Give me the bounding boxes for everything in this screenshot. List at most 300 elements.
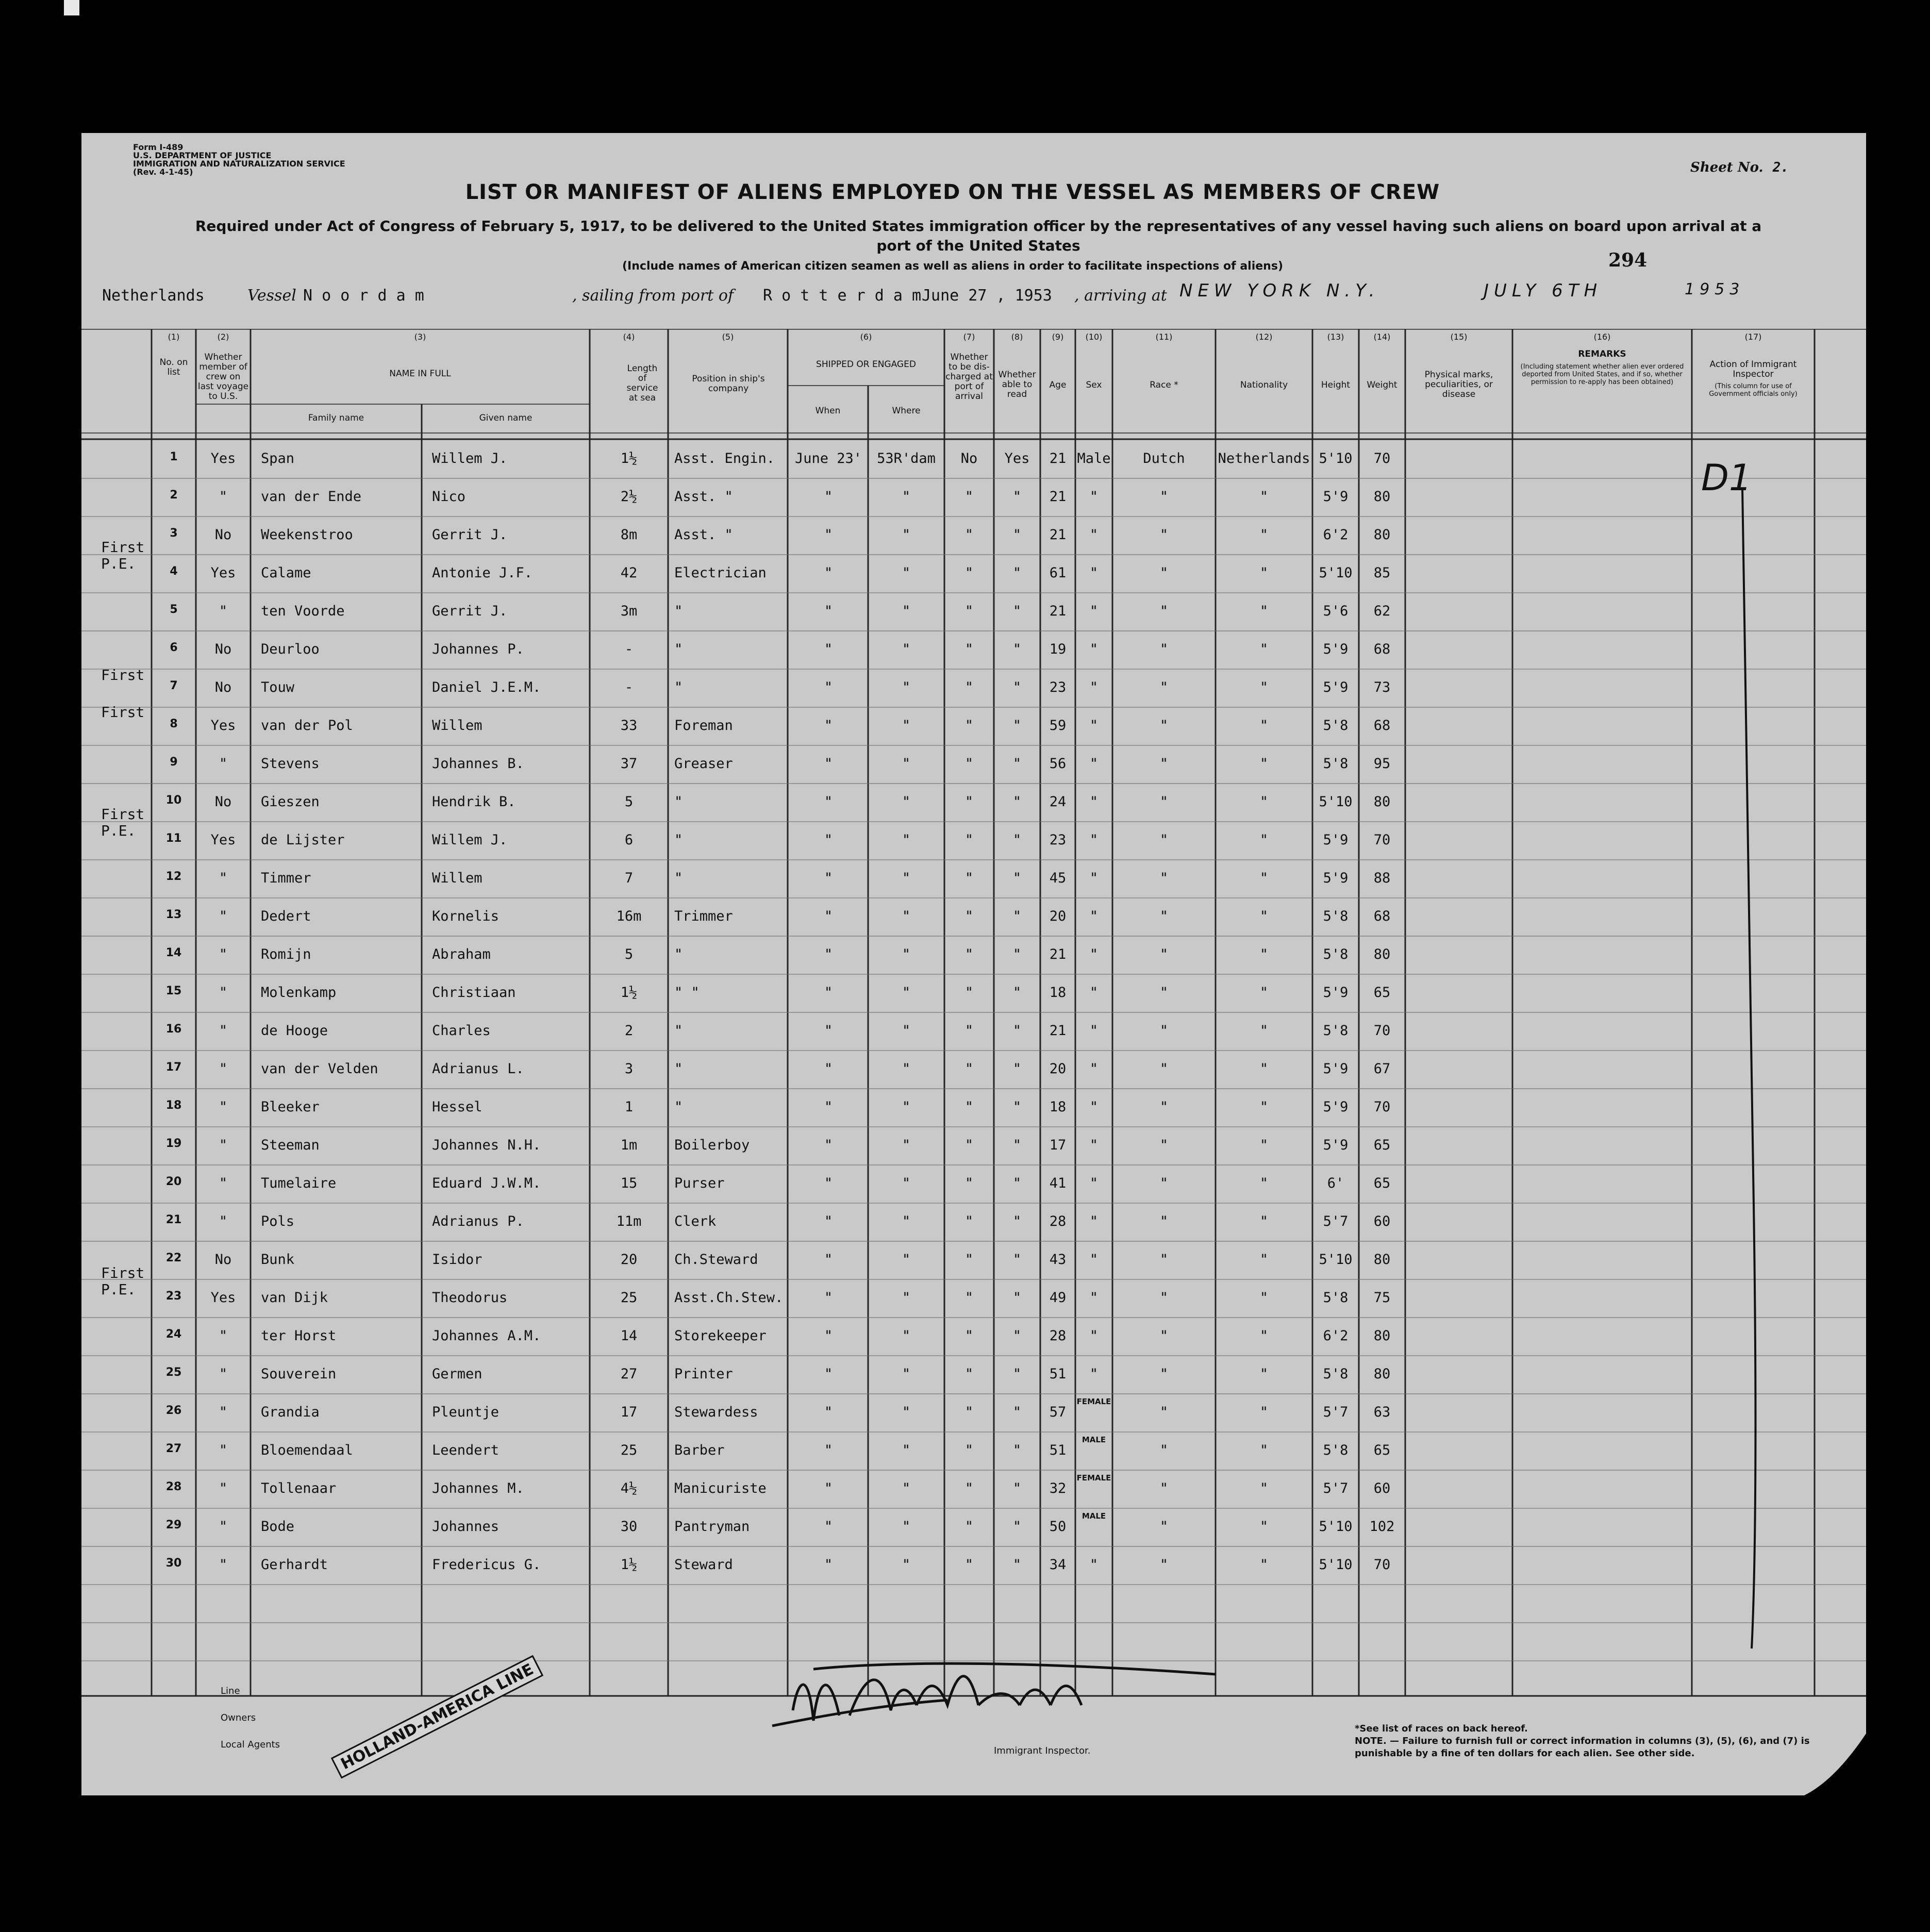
cell-age: 21 xyxy=(1049,946,1067,962)
cell-member: " xyxy=(219,1213,228,1229)
cell-nationality: " xyxy=(1259,1519,1269,1535)
cell-read: " xyxy=(1012,908,1022,924)
cell-nationality: " xyxy=(1259,1328,1269,1344)
cell-given: Adrianus L. xyxy=(432,1061,524,1077)
cell-no: 11 xyxy=(165,832,182,845)
cell-position: Steward xyxy=(674,1557,733,1573)
cell-discharge: " xyxy=(964,1099,974,1115)
cell-member: " xyxy=(219,1519,228,1535)
cell-sex: " xyxy=(1089,1290,1099,1306)
header-remarks: REMARKS xyxy=(1578,349,1626,359)
cell-read: " xyxy=(1012,1519,1022,1535)
cell-race: " xyxy=(1159,1137,1169,1153)
cell-where: " xyxy=(902,1252,911,1268)
cell-no: 12 xyxy=(165,870,182,883)
cell-given: Christiaan xyxy=(432,985,516,1001)
cell-member: Yes xyxy=(210,832,236,848)
cell-member: " xyxy=(219,1061,228,1077)
margin-note: First P.E. xyxy=(101,1264,145,1298)
cell-when: " xyxy=(824,1519,833,1535)
cell-where: " xyxy=(902,718,911,734)
cell-height: 5'9 xyxy=(1323,1099,1349,1115)
cell-when: " xyxy=(824,1061,833,1077)
cell-weight: 63 xyxy=(1373,1404,1391,1420)
cell-given: Eduard J.W.M. xyxy=(432,1175,541,1191)
cell-length: 2½ xyxy=(620,489,638,505)
cell-family: Romijn xyxy=(261,946,311,962)
cell-family: de Lijster xyxy=(261,832,345,848)
cell-no: 25 xyxy=(165,1366,182,1379)
cell-read: " xyxy=(1012,603,1022,619)
cell-race: " xyxy=(1159,527,1169,543)
cell-height: 5'10 xyxy=(1319,565,1353,581)
cell-where: " xyxy=(902,565,911,581)
cell-race: " xyxy=(1159,756,1169,772)
cell-read: " xyxy=(1012,679,1022,695)
arrival-port: NEW YORK N.Y. xyxy=(1179,280,1380,301)
cell-position: Clerk xyxy=(674,1213,717,1229)
cell-race: " xyxy=(1159,565,1169,581)
cell-height: 5'9 xyxy=(1323,832,1349,848)
cell-sex: " xyxy=(1089,1213,1099,1229)
cell-age: 21 xyxy=(1049,1023,1067,1039)
cell-race: " xyxy=(1159,641,1169,657)
cell-position: Ch.Steward xyxy=(674,1252,758,1268)
cell-sex: " xyxy=(1089,908,1099,924)
cell-weight: 80 xyxy=(1373,794,1391,810)
cell-read: " xyxy=(1012,1213,1022,1229)
cell-weight: 80 xyxy=(1373,489,1391,505)
cell-discharge: " xyxy=(964,756,974,772)
cell-sex: " xyxy=(1089,718,1099,734)
col-num: (10) xyxy=(1085,332,1103,342)
cell-given: Pleuntje xyxy=(432,1404,500,1420)
cell-race: " xyxy=(1159,679,1169,695)
margin-note: First P.E. xyxy=(101,539,145,572)
cell-length: 3 xyxy=(624,1061,634,1077)
cell-age: 50 xyxy=(1049,1519,1067,1535)
cell-race: " xyxy=(1159,832,1169,848)
cell-where: " xyxy=(902,679,911,695)
cell-member: No xyxy=(214,641,232,657)
cell-discharge: " xyxy=(964,718,974,734)
cell-position: " xyxy=(674,1099,683,1115)
cell-member: " xyxy=(219,1023,228,1039)
cell-nationality: " xyxy=(1259,1442,1269,1458)
cell-when: " xyxy=(824,1252,833,1268)
header-shipped-engaged: SHIPPED OR ENGAGED xyxy=(816,359,916,370)
cell-sex: " xyxy=(1089,1023,1099,1039)
cell-read: " xyxy=(1012,946,1022,962)
cell-no: 29 xyxy=(165,1519,182,1531)
cell-height: 5'6 xyxy=(1323,603,1349,619)
cell-nationality: Netherlands xyxy=(1218,451,1310,467)
header-length-of-service: Length of service at sea xyxy=(626,363,658,403)
cell-nationality: " xyxy=(1259,679,1269,695)
cell-weight: 80 xyxy=(1373,1328,1391,1344)
cell-weight: 70 xyxy=(1373,832,1391,848)
cell-length: - xyxy=(624,641,634,657)
cell-family: van Dijk xyxy=(261,1290,328,1306)
col-num: (1) xyxy=(168,332,180,342)
cell-discharge: " xyxy=(964,1519,974,1535)
cell-where: " xyxy=(902,1519,911,1535)
cell-discharge: " xyxy=(964,1404,974,1420)
cell-discharge: " xyxy=(964,1252,974,1268)
cell-member: " xyxy=(219,1442,228,1458)
cell-length: 1½ xyxy=(620,451,638,467)
cell-no: 15 xyxy=(165,985,182,997)
cell-age: 28 xyxy=(1049,1328,1067,1344)
inspector-vertical-stroke xyxy=(1742,489,1755,1648)
cell-family: Molenkamp xyxy=(261,985,337,1001)
cell-height: 5'9 xyxy=(1323,641,1349,657)
cell-where: " xyxy=(902,985,911,1001)
cell-no: 30 xyxy=(165,1557,182,1570)
cell-member: " xyxy=(219,1175,228,1191)
cell-read: " xyxy=(1012,1328,1022,1344)
cell-position: Greaser xyxy=(674,756,733,772)
cell-sex: " xyxy=(1089,1137,1099,1153)
cell-weight: 67 xyxy=(1373,1061,1391,1077)
sheet-number: Sheet No. 2. xyxy=(1690,160,1789,175)
cell-read: " xyxy=(1012,794,1022,810)
cell-age: 20 xyxy=(1049,908,1067,924)
cell-sex: FEMALE xyxy=(1076,1397,1111,1406)
cell-member: " xyxy=(219,1480,228,1496)
cell-sex: " xyxy=(1089,1175,1099,1191)
cell-when: " xyxy=(824,1213,833,1229)
cell-given: Charles xyxy=(432,1023,491,1039)
cell-nationality: " xyxy=(1259,1099,1269,1115)
cell-position: " xyxy=(674,1061,683,1077)
cell-length: 30 xyxy=(620,1519,638,1535)
cell-nationality: " xyxy=(1259,527,1269,543)
cell-weight: 73 xyxy=(1373,679,1391,695)
cell-sex: " xyxy=(1089,1252,1099,1268)
cell-where: " xyxy=(902,1213,911,1229)
cell-when: " xyxy=(824,603,833,619)
cell-where: " xyxy=(902,870,911,886)
cell-position: " " xyxy=(674,985,700,1001)
cell-member: Yes xyxy=(210,718,236,734)
cell-member: " xyxy=(219,946,228,962)
reference-number: 294 xyxy=(1608,249,1648,271)
col-num: (15) xyxy=(1450,332,1468,342)
cell-height: 5'8 xyxy=(1323,718,1349,734)
cell-weight: 80 xyxy=(1373,1252,1391,1268)
cell-given: Hessel xyxy=(432,1099,482,1115)
cell-position: Purser xyxy=(674,1175,725,1191)
cell-where: " xyxy=(902,1175,911,1191)
cell-member: No xyxy=(214,527,232,543)
sailing-label: , sailing from port of xyxy=(572,287,734,305)
cell-discharge: " xyxy=(964,794,974,810)
cell-race: " xyxy=(1159,1213,1169,1229)
cell-discharge: " xyxy=(964,985,974,1001)
cell-sex: " xyxy=(1089,641,1099,657)
cell-age: 56 xyxy=(1049,756,1067,772)
cell-age: 61 xyxy=(1049,565,1067,581)
cell-where: " xyxy=(902,489,911,505)
cell-discharge: " xyxy=(964,1213,974,1229)
cell-sex: FEMALE xyxy=(1076,1473,1111,1483)
cell-read: " xyxy=(1012,1442,1022,1458)
cell-when: " xyxy=(824,1023,833,1039)
cell-height: 5'8 xyxy=(1323,908,1349,924)
margin-note: First P.E. xyxy=(101,806,145,839)
cell-no: 28 xyxy=(165,1480,182,1493)
cell-discharge: " xyxy=(964,565,974,581)
cell-position: Electrician xyxy=(674,565,767,581)
cell-weight: 68 xyxy=(1373,641,1391,657)
cell-member: No xyxy=(214,679,232,695)
cell-nationality: " xyxy=(1259,794,1269,810)
cell-when: " xyxy=(824,1442,833,1458)
cell-given: Johannes xyxy=(432,1519,500,1535)
cell-height: 5'8 xyxy=(1323,946,1349,962)
header-able-to-read: Whether able to read xyxy=(998,370,1036,399)
cell-length: 11m xyxy=(616,1213,642,1229)
margin-note: First xyxy=(101,667,145,684)
col-num: (16) xyxy=(1593,332,1611,342)
cell-height: 5'9 xyxy=(1323,1137,1349,1153)
cell-read: " xyxy=(1012,1404,1022,1420)
col-num: (6) xyxy=(860,332,872,342)
cell-nationality: " xyxy=(1259,565,1269,581)
cell-read: " xyxy=(1012,832,1022,848)
cell-where: " xyxy=(902,527,911,543)
cell-age: 20 xyxy=(1049,1061,1067,1077)
cell-when: " xyxy=(824,1137,833,1153)
cell-when: June 23' xyxy=(794,451,862,467)
cell-where: " xyxy=(902,641,911,657)
header-name-in-full: NAME IN FULL xyxy=(389,369,451,379)
cell-read: " xyxy=(1012,1557,1022,1573)
cell-discharge: " xyxy=(964,1290,974,1306)
cell-given: Adrianus P. xyxy=(432,1213,524,1229)
cell-race: " xyxy=(1159,908,1169,924)
cell-weight: 65 xyxy=(1373,1175,1391,1191)
cell-race: " xyxy=(1159,1519,1169,1535)
departure-port: R o t t e r d a m xyxy=(763,287,922,305)
cell-position: Foreman xyxy=(674,718,733,734)
cell-when: " xyxy=(824,641,833,657)
cell-race: " xyxy=(1159,718,1169,734)
header-where: Where xyxy=(892,406,921,416)
cell-when: " xyxy=(824,1480,833,1496)
cell-given: Theodorus xyxy=(432,1290,508,1306)
cell-race: " xyxy=(1159,985,1169,1001)
cell-read: " xyxy=(1012,1366,1022,1382)
cell-read: Yes xyxy=(1004,451,1030,467)
cell-sex: " xyxy=(1089,1557,1099,1573)
header-race: Race * xyxy=(1150,380,1178,390)
cell-age: 45 xyxy=(1049,870,1067,886)
cell-length: 1½ xyxy=(620,1557,638,1573)
cell-nationality: " xyxy=(1259,908,1269,924)
cell-given: Isidor xyxy=(432,1252,482,1268)
cell-read: " xyxy=(1012,1099,1022,1115)
form-subtitle: Required under Act of Congress of February 5, 1917, to be delivered to the United States immigration officer by the representatives of any vessel having such aliens on board upon arrival at a port of the United States xyxy=(195,218,1762,254)
cell-weight: 68 xyxy=(1373,908,1391,924)
footnote: *See list of races on back hereof. NOTE. — Failure to furnish full or correct information in columns (3), (5), (6), and (7) is punishable by a fine of ten dollars for each alien. See other side. xyxy=(1355,1723,1810,1759)
cell-read: " xyxy=(1012,565,1022,581)
cell-where: " xyxy=(902,1290,911,1306)
cell-height: 5'10 xyxy=(1319,1557,1353,1573)
cell-weight: 65 xyxy=(1373,1137,1391,1153)
cell-height: 5'9 xyxy=(1323,1061,1349,1077)
cell-position: Asst. " xyxy=(674,489,733,505)
cell-discharge: " xyxy=(964,946,974,962)
cell-no: 18 xyxy=(165,1099,182,1112)
cell-family: Bunk xyxy=(261,1252,295,1268)
cell-length: 15 xyxy=(620,1175,638,1191)
cell-position: Trimmer xyxy=(674,908,733,924)
cell-height: 6' xyxy=(1327,1175,1344,1191)
cell-discharge: " xyxy=(964,641,974,657)
arrival-year: 1953 xyxy=(1685,280,1745,298)
cell-race: " xyxy=(1159,794,1169,810)
cell-length: 1 xyxy=(624,1099,634,1115)
cell-nationality: " xyxy=(1259,489,1269,505)
header-member-last-voyage: Whether member of crew on last voyage to U.S. xyxy=(197,352,249,402)
cell-member: Yes xyxy=(210,565,236,581)
cell-length: 4½ xyxy=(620,1480,638,1496)
cell-age: 57 xyxy=(1049,1404,1067,1420)
cell-where: " xyxy=(902,603,911,619)
cell-when: " xyxy=(824,1328,833,1344)
header-nationality: Nationality xyxy=(1240,380,1288,390)
flag-country: Netherlands xyxy=(102,287,205,305)
cell-discharge: " xyxy=(964,908,974,924)
cell-race: " xyxy=(1159,1175,1169,1191)
cell-height: 5'10 xyxy=(1319,794,1353,810)
cell-when: " xyxy=(824,718,833,734)
cell-given: Willem J. xyxy=(432,832,508,848)
cell-age: 32 xyxy=(1049,1480,1067,1496)
cell-family: Bleeker xyxy=(261,1099,320,1115)
footer-line-label: Line xyxy=(221,1686,240,1696)
cell-nationality: " xyxy=(1259,718,1269,734)
cell-read: " xyxy=(1012,489,1022,505)
cell-position: " xyxy=(674,946,683,962)
cell-no: 8 xyxy=(170,718,178,730)
cell-position: Asst. Engin. xyxy=(674,451,775,467)
header-weight: Weight xyxy=(1367,380,1397,390)
cell-weight: 70 xyxy=(1373,1557,1391,1573)
cell-discharge: " xyxy=(964,1175,974,1191)
header-physical-marks: Physical marks, peculiarities, or disease xyxy=(1424,370,1493,399)
cell-given: Willem xyxy=(432,870,482,886)
cell-given: Johannes N.H. xyxy=(432,1137,541,1153)
cell-age: 24 xyxy=(1049,794,1067,810)
cell-read: " xyxy=(1012,718,1022,734)
cell-family: Weekenstroo xyxy=(261,527,353,543)
cell-read: " xyxy=(1012,756,1022,772)
departure-date: June 27 , 1953 xyxy=(922,287,1052,305)
cell-discharge: " xyxy=(964,1366,974,1382)
cell-weight: 65 xyxy=(1373,1442,1391,1458)
cell-no: 23 xyxy=(165,1290,182,1303)
footer-owners-label: Owners xyxy=(221,1712,256,1723)
cell-weight: 70 xyxy=(1373,451,1391,467)
cell-age: 21 xyxy=(1049,451,1067,467)
cell-nationality: " xyxy=(1259,756,1269,772)
cell-position: Printer xyxy=(674,1366,733,1382)
cell-no: 5 xyxy=(170,603,178,616)
cell-read: " xyxy=(1012,527,1022,543)
cell-length: 27 xyxy=(620,1366,638,1382)
cell-nationality: " xyxy=(1259,1366,1269,1382)
cell-member: No xyxy=(214,794,232,810)
col-num: (17) xyxy=(1744,332,1762,342)
cell-weight: 60 xyxy=(1373,1480,1391,1496)
cell-when: " xyxy=(824,527,833,543)
cell-nationality: " xyxy=(1259,985,1269,1001)
cell-when: " xyxy=(824,870,833,886)
cell-length: 20 xyxy=(620,1252,638,1268)
cell-length: 2 xyxy=(624,1023,634,1039)
cell-where: " xyxy=(902,1023,911,1039)
arriving-label: , arriving at xyxy=(1074,287,1167,305)
cell-where: " xyxy=(902,1442,911,1458)
col-num: (13) xyxy=(1327,332,1344,342)
cell-when: " xyxy=(824,985,833,1001)
cell-height: 5'10 xyxy=(1319,1252,1353,1268)
cell-sex: " xyxy=(1089,1061,1099,1077)
cell-no: 1 xyxy=(170,451,178,463)
cell-member: Yes xyxy=(210,1290,236,1306)
cell-nationality: " xyxy=(1259,1061,1269,1077)
cell-discharge: No xyxy=(960,451,978,467)
col-num: (2) xyxy=(217,332,229,342)
cell-discharge: " xyxy=(964,1137,974,1153)
col-num: (4) xyxy=(623,332,635,342)
cell-family: Gieszen xyxy=(261,794,320,810)
cell-length: - xyxy=(624,679,634,695)
cell-length: 5 xyxy=(624,946,634,962)
punch-hole xyxy=(64,0,79,15)
cell-race: " xyxy=(1159,1480,1169,1496)
cell-position: " xyxy=(674,794,683,810)
cell-length: 7 xyxy=(624,870,634,886)
inspector-label: Immigrant Inspector. xyxy=(994,1745,1091,1756)
inspector-signature xyxy=(762,1648,1257,1741)
cell-discharge: " xyxy=(964,1328,974,1344)
cell-discharge: " xyxy=(964,1442,974,1458)
cell-family: Tollenaar xyxy=(261,1480,337,1496)
cell-when: " xyxy=(824,489,833,505)
cell-read: " xyxy=(1012,641,1022,657)
cell-given: Leendert xyxy=(432,1442,500,1458)
cell-position: Barber xyxy=(674,1442,725,1458)
cell-discharge: " xyxy=(964,1023,974,1039)
cell-race: " xyxy=(1159,603,1169,619)
cell-race: " xyxy=(1159,1023,1169,1039)
cell-age: 19 xyxy=(1049,641,1067,657)
cell-nationality: " xyxy=(1259,1290,1269,1306)
inspector-mark: D1 xyxy=(1701,457,1752,499)
col-num: (14) xyxy=(1373,332,1391,342)
cell-nationality: " xyxy=(1259,1137,1269,1153)
header-no-on-list: No. on list xyxy=(159,357,188,377)
cell-member: " xyxy=(219,603,228,619)
cell-discharge: " xyxy=(964,870,974,886)
cell-given: Gerrit J. xyxy=(432,527,508,543)
cell-age: 23 xyxy=(1049,679,1067,695)
cell-race: " xyxy=(1159,1557,1169,1573)
